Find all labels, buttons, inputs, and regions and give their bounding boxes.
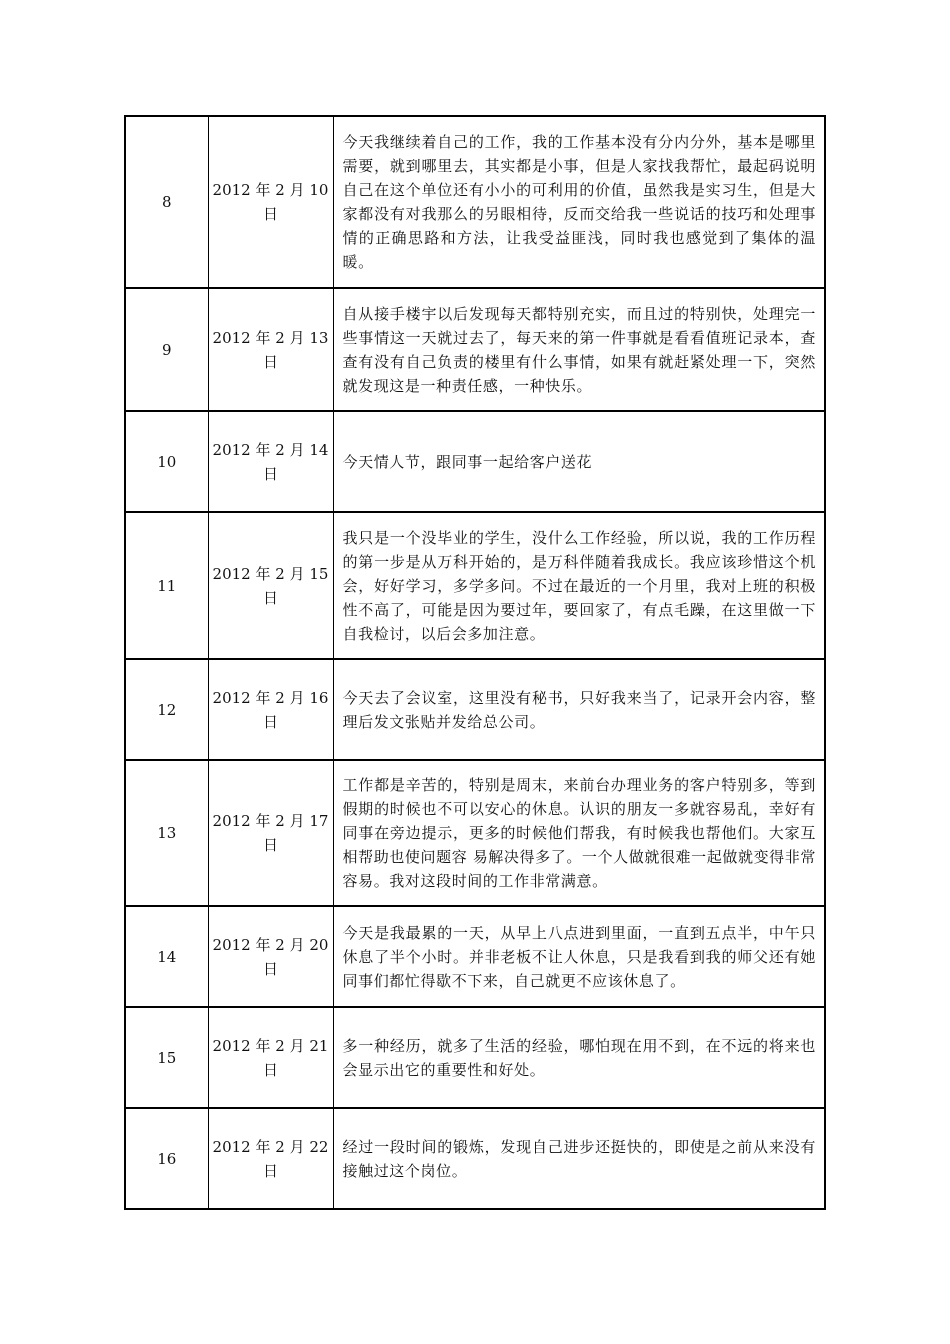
date-suffix: 日 — [262, 1161, 278, 1180]
row-note: 我只是一个没毕业的学生，没什么工作经验，所以说，我的工作历程的第一步是从万科开始的，是万科伴随着我成长。我应该珍惜这个机会，好好学习，多学多问。不过在最近的一个月里，我对上班的积极性不高了，可能是因为要过年，要回家了，有点毛躁，在这里做一下自我检讨，以后会多加注意。 — [333, 512, 825, 659]
table-row — [125, 906, 825, 1007]
table-row — [125, 411, 825, 512]
table-row — [125, 512, 825, 659]
date-suffix: 日 — [262, 1060, 278, 1079]
date-suffix: 日 — [262, 959, 278, 978]
table-row — [125, 760, 825, 906]
date-suffix: 日 — [262, 588, 278, 607]
row-number: 8 — [125, 116, 208, 288]
row-number: 14 — [125, 906, 208, 1007]
row-note: 多一种经历，就多了生活的经验，哪怕现在用不到，在不远的将来也会显示出它的重要性和好处。 — [333, 1007, 825, 1108]
row-date — [208, 659, 333, 760]
date-line: 2012 年 2 月 20 — [212, 935, 329, 954]
date-suffix: 日 — [262, 352, 278, 371]
row-note: 今天我继续着自己的工作，我的工作基本没有分内分外，基本是哪里需要，就到哪里去，其实都是小事，但是人家找我帮忙，最起码说明自己在这个单位还有小小的可利用的价值，虽然我是实习生，但是大家都没有对我那么的另眼相待，反而交给我一些说话的技巧和处理事情的正确思路和方法，让我受益匪浅，同时我也感觉到了集体的温暖。 — [333, 116, 825, 288]
row-note: 今天情人节，跟同事一起给客户送花 — [333, 411, 825, 512]
row-date — [208, 512, 333, 659]
row-number: 11 — [125, 512, 208, 659]
table-row — [125, 659, 825, 760]
row-date — [208, 288, 333, 411]
row-date — [208, 906, 333, 1007]
date-suffix: 日 — [262, 836, 278, 854]
row-note: 自从接手楼宇以后发现每天都特别充实，而且过的特别快，处理完一些事情这一天就过去了，每天来的第一件事就是看看值班记录本，查查有没有自己负责的楼里有什么事情，如果有就赶紧处理一下，突然就发现这是一种责任感，一种快乐。 — [333, 288, 825, 411]
row-number: 13 — [125, 760, 208, 906]
row-date — [208, 116, 333, 288]
date-suffix: 日 — [262, 205, 278, 223]
row-number: 15 — [125, 1007, 208, 1108]
row-number: 9 — [125, 288, 208, 411]
internship-log-table — [124, 115, 826, 1210]
table-row — [125, 1007, 825, 1108]
row-date — [208, 411, 333, 512]
date-line: 2012 年 2 月 22 — [212, 1137, 329, 1156]
date-line: 2012 年 2 月 21 — [212, 1036, 329, 1055]
date-line: 2012 年 2 月 17 — [212, 812, 329, 830]
table-row — [125, 288, 825, 411]
table-row — [125, 1108, 825, 1209]
row-number: 12 — [125, 659, 208, 760]
date-line: 2012 年 2 月 13 — [212, 328, 329, 347]
row-note: 经过一段时间的锻炼，发现自己进步还挺快的，即使是之前从来没有接触过这个岗位。 — [333, 1108, 825, 1209]
table-row — [125, 116, 825, 288]
row-note: 今天去了会议室，这里没有秘书，只好我来当了，记录开会内容，整理后发文张贴并发给总公司。 — [333, 659, 825, 760]
row-date — [208, 1108, 333, 1209]
date-line: 2012 年 2 月 10 — [212, 181, 329, 199]
row-date — [208, 1007, 333, 1108]
date-line: 2012 年 2 月 16 — [212, 688, 329, 707]
date-line: 2012 年 2 月 15 — [212, 564, 329, 583]
row-date — [208, 760, 333, 906]
date-suffix: 日 — [262, 464, 278, 483]
date-suffix: 日 — [262, 712, 278, 731]
row-note: 今天是我最累的一天，从早上八点进到里面，一直到五点半，中午只休息了半个小时。并非老板不让人休息，只是我看到我的师父还有她同事们都忙得歇不下来，自己就更不应该休息了。 — [333, 906, 825, 1007]
date-line: 2012 年 2 月 14 — [212, 440, 329, 459]
row-note: 工作都是辛苦的，特别是周末，来前台办理业务的客户特别多，等到假期的时候也不可以安心的休息。认识的朋友一多就容易乱，幸好有同事在旁边提示，更多的时候他们帮我，有时候我也帮他们。大家互相帮助也使问题容 易解决得多了。一个人做就很难一起做就变得非常容易。我对这段时间的工作非常满意。 — [333, 760, 825, 906]
row-number: 10 — [125, 411, 208, 512]
row-number: 16 — [125, 1108, 208, 1209]
